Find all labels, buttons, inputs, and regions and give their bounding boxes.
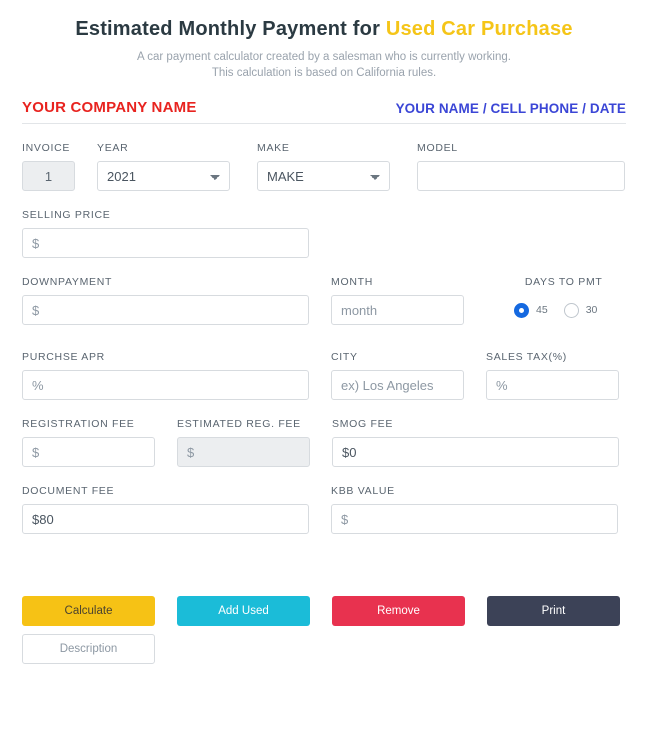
field-model xyxy=(417,142,625,191)
make-label: MAKE xyxy=(257,142,290,154)
downpayment-input[interactable] xyxy=(22,295,309,325)
smog-fee-input[interactable] xyxy=(332,437,619,467)
form-row-apr-tax xyxy=(22,351,626,400)
remove-button[interactable]: Remove xyxy=(332,596,465,626)
purchase-apr-label: PURCHSE APR xyxy=(22,351,105,363)
days-to-pmt-radio-group xyxy=(514,295,613,325)
sales-tax-input[interactable] xyxy=(486,370,619,400)
salesperson-info-label[interactable]: YOUR NAME / CELL PHONE / DATE xyxy=(395,101,626,116)
add-used-button[interactable]: Add Used xyxy=(177,596,310,626)
estimated-reg-fee-input xyxy=(177,437,310,467)
calculate-button[interactable]: Calculate xyxy=(22,596,155,626)
field-kbb-value xyxy=(331,485,618,534)
field-smog-fee xyxy=(332,418,619,467)
field-estimated-reg-fee xyxy=(177,418,310,467)
form-row-selling-price xyxy=(22,209,626,258)
purchase-apr-input[interactable] xyxy=(22,370,309,400)
invoice-label: INVOICE xyxy=(22,142,71,154)
form-row-fees xyxy=(22,418,626,467)
field-city xyxy=(331,351,464,400)
field-selling-price xyxy=(22,209,309,258)
days-to-pmt-option-45[interactable] xyxy=(514,303,548,318)
month-input[interactable] xyxy=(331,295,464,325)
days-to-pmt-option-30[interactable] xyxy=(564,303,598,318)
kbb-value-input[interactable] xyxy=(331,504,618,534)
field-make xyxy=(257,142,390,191)
action-button-row xyxy=(0,596,648,626)
field-year xyxy=(97,142,230,191)
page-subtitle xyxy=(0,49,648,81)
month-label: MONTH xyxy=(331,276,373,288)
calculator-form xyxy=(0,142,648,534)
radio-45-icon[interactable] xyxy=(514,303,529,318)
description-button[interactable]: Description xyxy=(22,634,155,664)
invoice-value: 1 xyxy=(22,161,75,191)
registration-fee-label: REGISTRATION FEE xyxy=(22,418,135,430)
sales-tax-label: SALES TAX(%) xyxy=(486,351,567,363)
year-label: YEAR xyxy=(97,142,129,154)
selling-price-input[interactable] xyxy=(22,228,309,258)
field-days-to-pmt xyxy=(514,276,613,325)
page-title-accent: Used Car Purchase xyxy=(385,18,573,40)
radio-30-label: 30 xyxy=(585,304,598,316)
form-row-vehicle xyxy=(22,142,626,191)
page-subtitle-line1: A car payment calculator created by a salesman who is currently working. xyxy=(137,51,511,63)
field-invoice xyxy=(22,142,75,191)
city-input[interactable] xyxy=(331,370,464,400)
registration-fee-input[interactable] xyxy=(22,437,155,467)
print-button[interactable]: Print xyxy=(487,596,620,626)
radio-45-label: 45 xyxy=(536,304,548,316)
field-sales-tax xyxy=(486,351,619,400)
model-input[interactable] xyxy=(417,161,625,191)
form-row-payment-terms xyxy=(22,276,626,325)
company-name-row xyxy=(22,99,626,124)
field-registration-fee xyxy=(22,418,155,467)
field-document-fee xyxy=(22,485,309,534)
selling-price-label: SELLING PRICE xyxy=(22,209,111,221)
downpayment-label: DOWNPAYMENT xyxy=(22,276,113,288)
field-month xyxy=(331,276,464,325)
document-fee-label: DOCUMENT FEE xyxy=(22,485,115,497)
page-title xyxy=(0,0,648,41)
secondary-button-row xyxy=(0,634,648,664)
kbb-value-label: KBB VALUE xyxy=(331,485,395,497)
field-purchase-apr xyxy=(22,351,309,400)
page-subtitle-line2: This calculation is based on California rules. xyxy=(211,67,437,79)
document-fee-input[interactable] xyxy=(22,504,309,534)
estimated-reg-fee-label: ESTIMATED REG. FEE xyxy=(177,418,301,430)
page-title-main: Estimated Monthly Payment for xyxy=(75,18,386,40)
days-to-pmt-label: DAYS TO PMT xyxy=(524,276,603,288)
model-label: MODEL xyxy=(417,142,458,154)
make-select[interactable] xyxy=(257,161,390,191)
radio-30-icon[interactable] xyxy=(564,303,579,318)
field-downpayment xyxy=(22,276,309,325)
smog-fee-label: SMOG FEE xyxy=(332,418,394,430)
company-name-label[interactable]: YOUR COMPANY NAME xyxy=(22,99,197,116)
form-row-doc-kbb xyxy=(22,485,626,534)
city-label: CITY xyxy=(331,351,358,363)
year-select[interactable] xyxy=(97,161,230,191)
